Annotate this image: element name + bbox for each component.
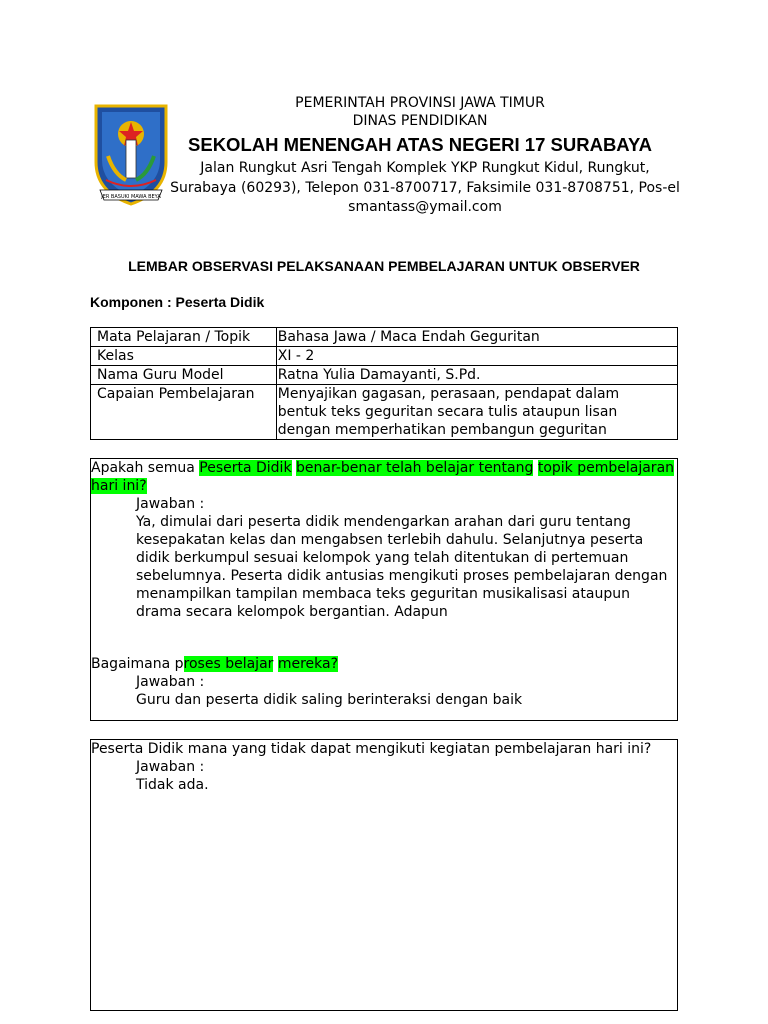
- question-2: Bagaimana proses belajar mereka?: [91, 656, 339, 672]
- row-label: Kelas: [91, 347, 277, 366]
- table-row: [91, 328, 678, 347]
- row-label: Capaian Pembelajaran: [91, 385, 277, 440]
- header-department: DINAS PENDIDIKAN: [352, 113, 488, 129]
- component-label: Komponen : Peserta Didik: [90, 294, 265, 310]
- row-value: XI - 2: [276, 347, 677, 366]
- question-1: Apakah semua Peserta Didik benar-benar telah belajar tentang topik pembelajaran hari ini?: [91, 460, 675, 494]
- table-row: [91, 385, 678, 440]
- answer-2: Guru dan peserta didik saling berinteraksi dengan baik: [136, 692, 523, 708]
- table-row: [91, 347, 678, 366]
- info-table: [90, 327, 678, 440]
- question-box-1: [90, 458, 678, 721]
- answer-label-3: Jawaban :: [136, 759, 205, 775]
- answer-1: Ya, dimulai dari peserta didik mendengarkan arahan dari guru tentang kesepakatan kelas dan mengabsen terlebih dahulu. Selanjutnya peserta didik berkumpul sesuai kelompok yang telah ditentukan di pertemuan sebelumnya. Peserta didik antusias mengikuti proses pembelajaran dengan menampilkan tampilan membaca teks geguritan musikalisasi ataupun drama secara kelompok bergantian. Adapun: [136, 514, 668, 620]
- address-line-2: Surabaya (60293), Telepon 031-8700717, Faksimile 031-8708751, Pos-el: [170, 179, 680, 196]
- address-line-3: smantass@ymail.com: [348, 199, 502, 215]
- answer-label-2: Jawaban :: [136, 674, 205, 690]
- row-value: Ratna Yulia Damayanti, S.Pd.: [276, 366, 677, 385]
- school-address: [150, 159, 700, 218]
- answer-3: Tidak ada.: [136, 777, 209, 793]
- table-row: [91, 366, 678, 385]
- address-line-1: Jalan Rungkut Asri Tengah Komplek YKP Rungkut Kidul, Rungkut,: [200, 160, 650, 176]
- question-box-3: [90, 739, 678, 1011]
- answer-label-1: Jawaban :: [136, 496, 205, 512]
- question-3: Peserta Didik mana yang tidak dapat mengikuti kegiatan pembelajaran hari ini?: [91, 741, 652, 757]
- row-value: Bahasa Jawa / Maca Endah Geguritan: [276, 328, 677, 347]
- document-title: LEMBAR OBSERVASI PELAKSANAAN PEMBELAJARAN UNTUK OBSERVER: [128, 258, 640, 274]
- logo-motto: JER BASUKI MAWA BEYA: [101, 194, 161, 200]
- school-name: SEKOLAH MENENGAH ATAS NEGERI 17 SURABAYA: [188, 134, 652, 155]
- row-label: Mata Pelajaran / Topik: [91, 328, 277, 347]
- row-label: Nama Guru Model: [91, 366, 277, 385]
- header-government: PEMERINTAH PROVINSI JAWA TIMUR: [295, 95, 545, 111]
- row-value: Menyajikan gagasan, perasaan, pendapat dalam bentuk teks geguritan secara tulis ataupun lisan dengan memperhatikan pembangun geguritan: [276, 385, 677, 440]
